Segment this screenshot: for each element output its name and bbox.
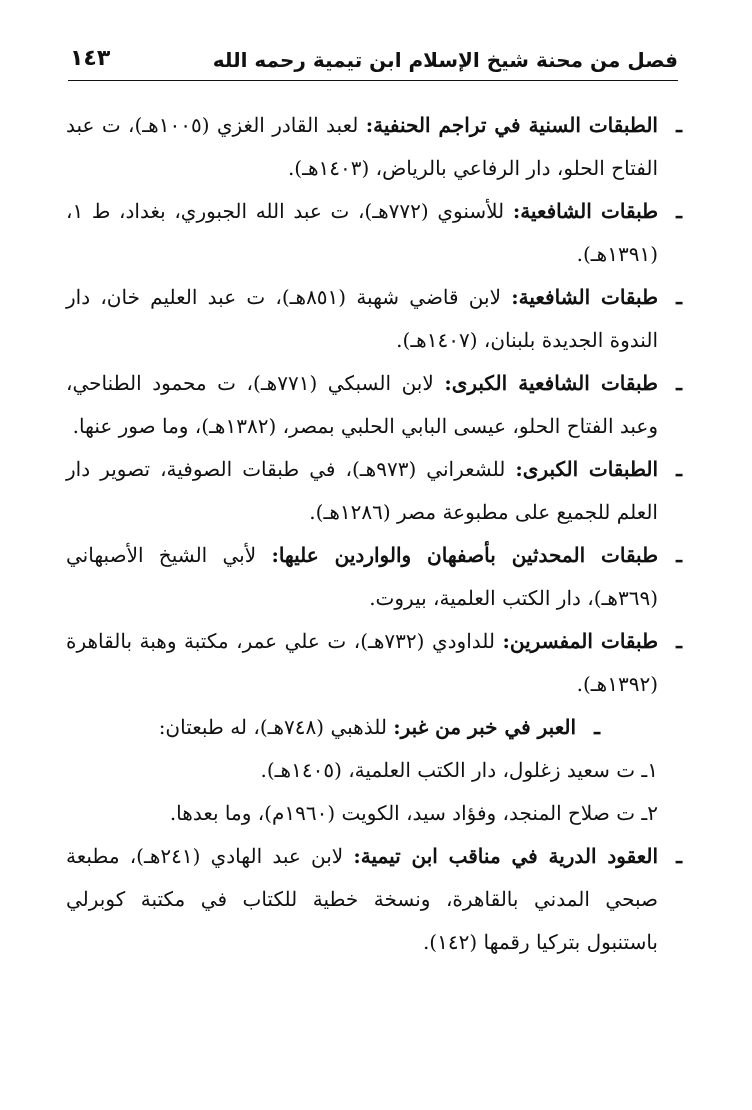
edition-line: ٢ـ ت صلاح المنجد، وفؤاد سيد، الكويت (١٩٦٠م)، وما بعدها. (169, 801, 658, 825)
bibliography-entry (66, 835, 682, 964)
entry-marker: ـ (676, 844, 682, 868)
bibliography-entry (66, 534, 682, 620)
entry-title: طبقات الشافعية الكبرى: (444, 371, 658, 395)
entry-marker: ـ (676, 113, 682, 137)
entry-title: طبقات الشافعية: (511, 285, 659, 309)
bibliography-entry (66, 706, 682, 749)
entry-marker: ـ (676, 285, 682, 309)
entry-marker: ـ (676, 371, 682, 395)
bibliography-entry (66, 190, 682, 276)
entry-body: للأسنوي (٧٧٢هـ)، ت عبد الله الجبوري، بغداد، ط ١، (١٣٩١هـ). (66, 199, 658, 266)
bibliography-list (66, 104, 682, 964)
entry-marker: ـ (676, 629, 682, 653)
entry-title: طبقات الشافعية: (512, 199, 659, 223)
entry-body: للذهبي (٧٤٨هـ)، له طبعتان: (158, 715, 387, 739)
bibliography-entry (66, 276, 682, 362)
entry-body: لابن قاضي شهبة (٨٥١هـ)، ت عبد العليم خان، دار الندوة الجديدة بلبنان، (١٤٠٧هـ). (66, 285, 658, 352)
bibliography-entry (66, 104, 682, 190)
page-number: ١٤٣ (70, 46, 111, 71)
entry-title: الطبقات الكبرى: (515, 457, 658, 481)
entry-body: للشعراني (٩٧٣هـ)، في طبقات الصوفية، تصوير دار العلم للجميع على مطبوعة مصر (١٢٨٦هـ). (66, 457, 658, 524)
entry-marker: ـ (676, 543, 682, 567)
entry-body: لأبي الشيخ الأصبهاني (٣٦٩هـ)، دار الكتب العلمية، بيروت. (66, 543, 658, 610)
entry-title: طبقات المفسرين: (502, 629, 659, 653)
entry-marker: ـ (676, 457, 682, 481)
bibliography-entry (66, 362, 682, 448)
entry-title: العبر في خبر من غبر: (393, 715, 576, 739)
entry-body: لعبد القادر الغزي (١٠٠٥هـ)، ت عبد الفتاح الحلو، دار الرفاعي بالرياض، (١٤٠٣هـ). (66, 113, 658, 180)
bibliography-entry (66, 620, 682, 706)
bibliography-entry (66, 448, 682, 534)
entry-title: طبقات المحدثين بأصفهان والواردين عليها: (271, 543, 659, 567)
header-title: فصل من محنة شيخ الإسلام ابن تيمية رحمه الله (212, 48, 678, 72)
entry-marker: ـ (594, 715, 600, 739)
entry-title: الطبقات السنية في تراجم الحنفية: (365, 113, 658, 137)
entry-marker: ـ (676, 199, 682, 223)
running-header (68, 46, 678, 81)
entry-title: العقود الدرية في مناقب ابن تيمية: (353, 844, 659, 868)
entry-body: لابن السبكي (٧٧١هـ)، ت محمود الطناحي، وعبد الفتاح الحلو، عيسى البابي الحلبي بمصر، (١٣٨٢هـ)، وما صور عنها. (66, 371, 658, 438)
entry-body: لابن عبد الهادي (٢٤١هـ)، مطبعة صبحي المدني بالقاهرة، ونسخة خطية للكتاب في مكتبة كوبرلي باستنبول بتركيا رقمها (١٤٢). (66, 844, 658, 954)
entry-body: للداودي (٧٣٢هـ)، ت علي عمر، مكتبة وهبة بالقاهرة (١٣٩٢هـ). (66, 629, 658, 696)
edition-line: ١ـ ت سعيد زغلول، دار الكتب العلمية، (١٤٠٥هـ). (260, 758, 658, 782)
